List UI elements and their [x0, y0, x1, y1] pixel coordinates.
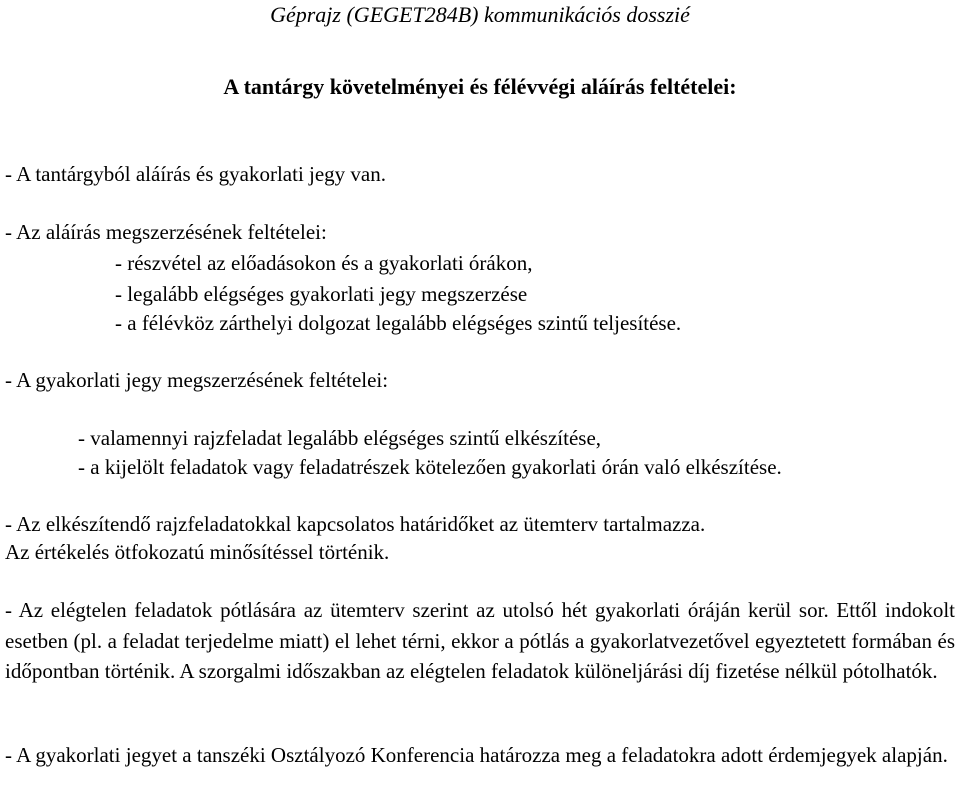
signature-item: - a félévköz zárthelyi dolgozat legalább elégséges szintű teljesítése. — [115, 311, 682, 335]
final-grade-paragraph: - A gyakorlati jegyet a tanszéki Osztályozó Konferencia határozza meg a feladatokra adott érdemjegyek alapján. — [5, 743, 948, 767]
signature-item: - legalább elégséges gyakorlati jegy megszerzése — [115, 282, 528, 306]
signature-item: - részvétel az előadásokon és a gyakorlati órákon, — [115, 251, 533, 275]
grade-item: - valamennyi rajzfeladat legalább elégséges szintű elkészítése, — [78, 426, 602, 450]
document-header: Géprajz (GEGET284B) kommunikációs dosszié — [270, 2, 690, 27]
makeup-paragraph: - Az elégtelen feladatok pótlására az ütemterv szerint az utolsó hét gyakorlati óráján kerül sor. Ettől indokolt esetben (pl. a feladat terjedelme miatt) el lehet térni, ekkor a pótlás a gyakorlatvezetővel egyeztetett formában és időpontban történik. A szorgalmi időszakban az elégtelen feladatok különeljárási díj fizetése nélkül pótolhatók. — [5, 598, 955, 683]
intro-line: - A tantárgyból aláírás és gyakorlati jegy van. — [5, 162, 387, 186]
grade-item: - a kijelölt feladatok vagy feladatrészek kötelezően gyakorlati órán való elkészítése. — [78, 455, 782, 479]
deadlines-line: - Az elkészítendő rajzfeladatokkal kapcsolatos határidőket az ütemterv tartalmazza. — [5, 512, 706, 536]
page-title: A tantárgy követelményei és félévvégi aláírás feltételei: — [223, 74, 737, 99]
signature-heading: - Az aláírás megszerzésének feltételei: — [5, 220, 327, 244]
grade-heading: - A gyakorlati jegy megszerzésének feltételei: — [5, 368, 389, 392]
evaluation-line: Az értékelés ötfokozatú minősítéssel történik. — [5, 540, 390, 564]
